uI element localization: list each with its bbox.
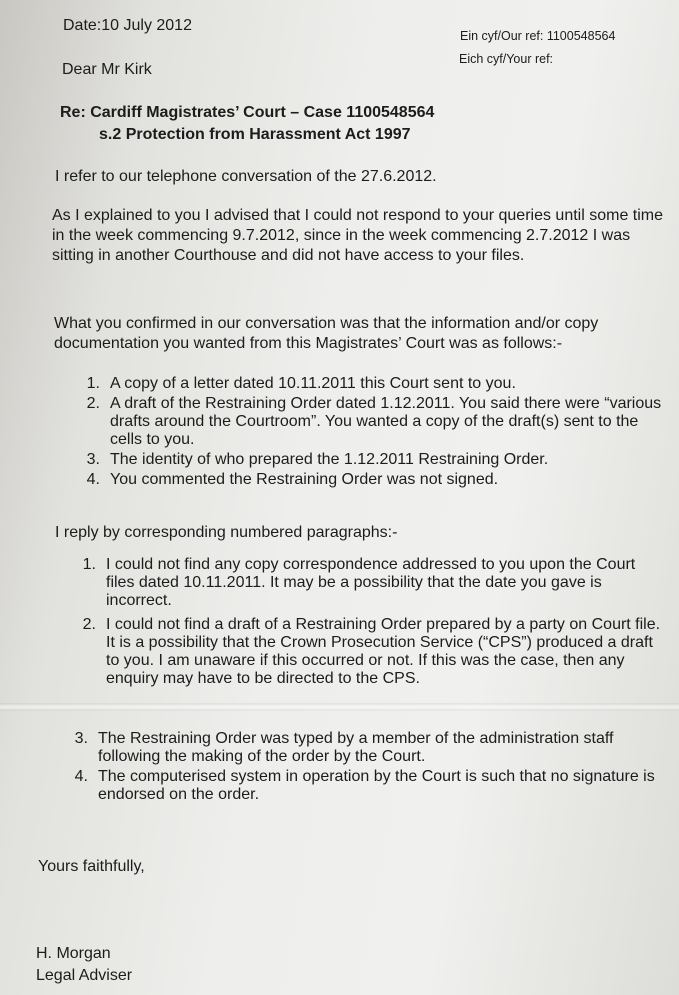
reply-text: The Restraining Order was typed by a member of the administration staff following the making of the order by the Court.	[98, 730, 614, 765]
letter-date: Date:10 July 2012	[63, 17, 192, 34]
intro-paragraph: I refer to our telephone conversation of the 27.6.2012.	[55, 168, 437, 185]
reply-item	[74, 616, 664, 688]
reply-item	[66, 730, 672, 766]
reply-number: 3.	[74, 730, 88, 747]
request-text: A copy of a letter dated 10.11.2011 this Court sent to you.	[110, 375, 516, 392]
requests-list	[78, 375, 663, 491]
request-number: 4.	[86, 471, 100, 488]
request-text: A draft of the Restraining Order dated 1.12.2011. You said there were “various drafts around the Courtroom”. You wanted a copy of the draft(s) sent to the cells to you.	[110, 395, 662, 448]
reply-item	[66, 768, 672, 804]
request-item	[78, 471, 663, 489]
subject-line-1: Re: Cardiff Magistrates’ Court – Case 1100548564	[60, 104, 435, 121]
reply-intro: I reply by corresponding numbered paragraphs:-	[55, 524, 398, 541]
request-text: The identity of who prepared the 1.12.2011 Restraining Order.	[110, 451, 549, 468]
request-text: You commented the Restraining Order was not signed.	[110, 471, 499, 488]
closing: Yours faithfully,	[38, 858, 145, 875]
your-reference: Eich cyf/Your ref:	[459, 52, 554, 66]
reply-number: 1.	[82, 556, 96, 573]
subject-line-2: s.2 Protection from Harassment Act 1997	[99, 126, 411, 143]
request-number: 2.	[86, 395, 100, 412]
explanation-paragraph: As I explained to you I advised that I could not respond to your queries until some time in the week commencing 9.7.2012, since in the week commencing 2.7.2012 I was sitting in another Courthouse and did not have access to your files.	[52, 207, 664, 264]
request-item	[78, 375, 663, 393]
reply-text: The computerised system in operation by the Court is such that no signature is endorsed on the order.	[98, 768, 655, 803]
replies-list-part-2	[66, 730, 672, 806]
request-item	[78, 451, 663, 469]
request-number: 3.	[86, 451, 100, 468]
reply-text: I could not find any copy correspondence addressed to you upon the Court files dated 10.11.2011. It may be a possibility that the date you gave is incorrect.	[106, 556, 636, 609]
paper-fold	[0, 703, 679, 711]
request-number: 1.	[86, 375, 100, 392]
salutation: Dear Mr Kirk	[62, 61, 152, 78]
reply-number: 4.	[74, 768, 88, 785]
confirmation-paragraph: What you confirmed in our conversation was that the information and/or copy documentation you wanted from this Magistrates’ Court was as follows:-	[54, 315, 599, 352]
reply-number: 2.	[82, 616, 96, 633]
reply-text: I could not find a draft of a Restraining Order prepared by a party on Court file. It is a possibility that the Crown Prosecution Service (“CPS”) produced a draft to you. I am unaware if this occurred or not. If this was the case, then any enquiry may have to be directed to the CPS.	[106, 616, 661, 687]
our-reference: Ein cyf/Our ref: 1100548564	[460, 29, 616, 43]
signer-name: H. Morgan	[36, 945, 111, 962]
replies-list-part-1	[74, 556, 664, 690]
request-item	[78, 395, 663, 449]
signer-title: Legal Adviser	[36, 967, 133, 984]
reply-item	[74, 556, 664, 610]
